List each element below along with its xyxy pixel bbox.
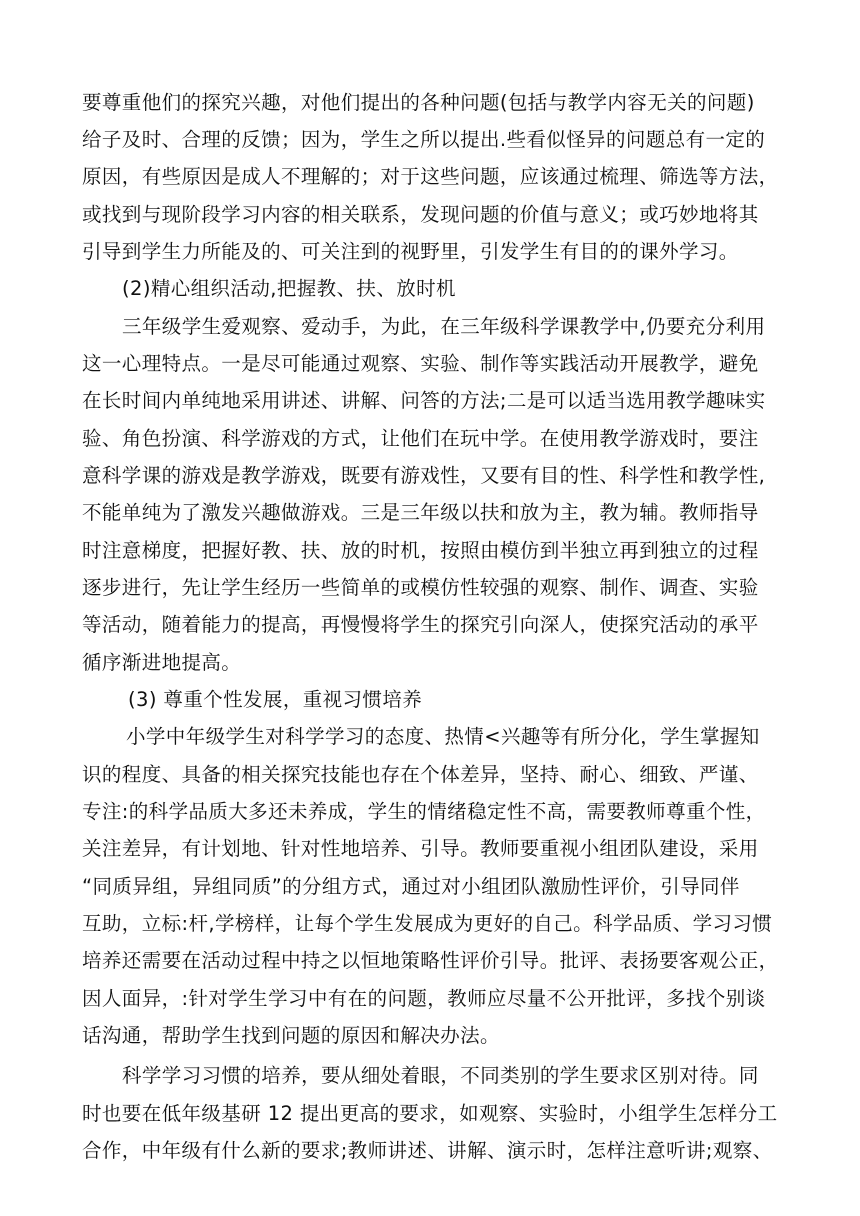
text-line: 不能单纯为了激发兴趣做游戏。三是三年级以扶和放为主，教为辅。教师指导	[82, 501, 759, 524]
text-line: 专注:的科学品质大多还未养成，学生的情绪稳定性不高，需要教师尊重个性，	[82, 800, 766, 823]
text-line: 时也要在低年级基研 12 提出更高的要求，如观察、实验时，小组学生怎样分工	[82, 1102, 778, 1125]
text-line: 合作，中年级有什么新的要求;教师讲述、讲解、演示时，怎样注意听讲;观察、	[82, 1139, 773, 1162]
text-line: 时注意梯度，把握好教、扶、放的时机，按照由模仿到半独立再到独立的过程	[82, 539, 759, 562]
text-line: 原因，有些原因是成人不理解的；对于这些问题，应该通过梳理、筛选等方法，	[82, 165, 779, 188]
text-line: 逐步进行，先让学生经历一些简单的或模仿性较强的观察、制作、调查、实验	[82, 576, 759, 599]
text-line: 科学学习习惯的培养，要从细处着眼，不同类别的学生要求区别对待。同	[122, 1064, 759, 1087]
text-line: 在长时间内单纯地采用讲述、讲解、问答的方法;二是可以适当选用教学趣味实	[82, 389, 766, 412]
text-line: 话沟通，帮助学生找到问题的原因和解决办法。	[82, 1024, 500, 1047]
text-line: 等活动，随着能力的提高，再慢慢将学生的探究引向深人，使探究活动的承平	[82, 613, 759, 636]
section-heading: (2)精心组织活动,把握教、扶、放时机	[122, 277, 456, 300]
text-line: “同质异组，异组同质”的分组方式，通过对小组团队激励性评价，引导同伴	[82, 875, 740, 898]
text-line: 给子及时、合理的反馈；因为，学生之所以提出.些看似怪异的问题总有一定的	[82, 128, 766, 151]
text-line: 意科学课的游戏是教学游戏，既要有游戏性，又要有目的性、科学性和教学性,	[82, 464, 766, 487]
section-heading: (3) 尊重个性发展，重视习惯培养	[128, 688, 423, 711]
text-line: 互助，立标:杆,学榜样，让每个学生发展成为更好的自己。科学品质、学习习惯	[82, 912, 773, 935]
text-line: 验、角色扮演、科学游戏的方式，让他们在玩中学。在使用教学游戏时，要注	[82, 427, 759, 450]
text-line: 三年级学生爱观察、爱动手，为此，在三年级科学课教学中,仍要充分利用	[122, 315, 766, 338]
text-line: 关注差异，有计划地、针对性地培养、引导。教师要重视小组团队建设，采用	[82, 837, 759, 860]
text-line: 循序渐进地提高。	[82, 651, 242, 674]
text-line: 或找到与现阶段学习内容的相关联系，发现问题的价值与意义；或巧妙地将其	[82, 203, 759, 226]
text-line: 要尊重他们的探究兴趣，对他们提出的各种问题(包括与教学内容无关的问题)	[82, 91, 755, 114]
text-line: 小学中年级学生对科学学习的态度、热情<兴趣等有所分化，学生掌握知	[126, 725, 760, 748]
text-line: 引导到学生力所能及的、可关注到的视野里，引发学生有目的的课外学习。	[82, 240, 739, 263]
text-line: 识的程度、具备的相关探究技能也存在个体差异，坚持、耐心、细致、严谨、	[82, 763, 759, 786]
text-line: 这一心理特点。一是尽可能通过观察、实验、制作等实践活动开展教学，避免	[82, 352, 759, 375]
text-line: 培养还需要在活动过程中持之以恒地策略性评价引导。批评、表扬要客观公正，	[82, 949, 779, 972]
text-line: 因人面异，:针对学生学习中有在的问题，教师应尽量不公开批评，多找个别谈	[82, 987, 766, 1010]
